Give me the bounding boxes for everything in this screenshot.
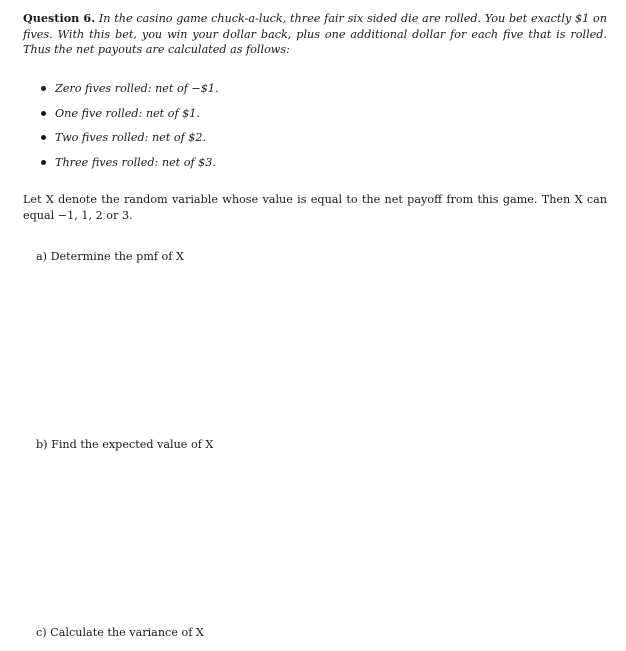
part-a-prompt: a) Determine the pmf of X xyxy=(36,250,184,263)
payout-list xyxy=(38,81,219,179)
part-a-answer-space xyxy=(36,268,596,428)
bullet-icon xyxy=(41,111,46,116)
payout-item xyxy=(38,81,219,106)
payout-item xyxy=(38,106,219,131)
payout-text: Zero fives rolled: net of −$1. xyxy=(55,82,219,95)
payout-text: Two fives rolled: net of $2. xyxy=(55,131,207,145)
payout-item xyxy=(38,155,219,180)
question-text: In the casino game chuck-a-luck, three fair six sided die are rolled. You bet exactly $1 on fives. With this bet, you win your dollar back, plus one additional dollar for each five that is rolled. Thus the net payouts are calculated as follows: xyxy=(23,12,607,57)
question-label: Question 6. xyxy=(23,11,96,25)
payout-item xyxy=(38,130,219,155)
random-variable-definition: Let X denote the random variable whose value is equal to the net payoff from this game. Then X can equal −1, 1, 2 or 3. xyxy=(23,193,607,222)
bullet-icon xyxy=(41,160,46,165)
payout-text: One five rolled: net of $1. xyxy=(55,106,200,120)
part-c-prompt: c) Calculate the variance of X xyxy=(36,626,204,639)
part-b-answer-space xyxy=(36,456,596,616)
question-intro xyxy=(23,11,607,58)
bullet-icon xyxy=(41,135,46,140)
bullet-icon xyxy=(41,86,46,91)
payout-text: Three fives rolled: net of $3. xyxy=(55,155,216,169)
part-b-prompt: b) Find the expected value of X xyxy=(36,438,214,451)
